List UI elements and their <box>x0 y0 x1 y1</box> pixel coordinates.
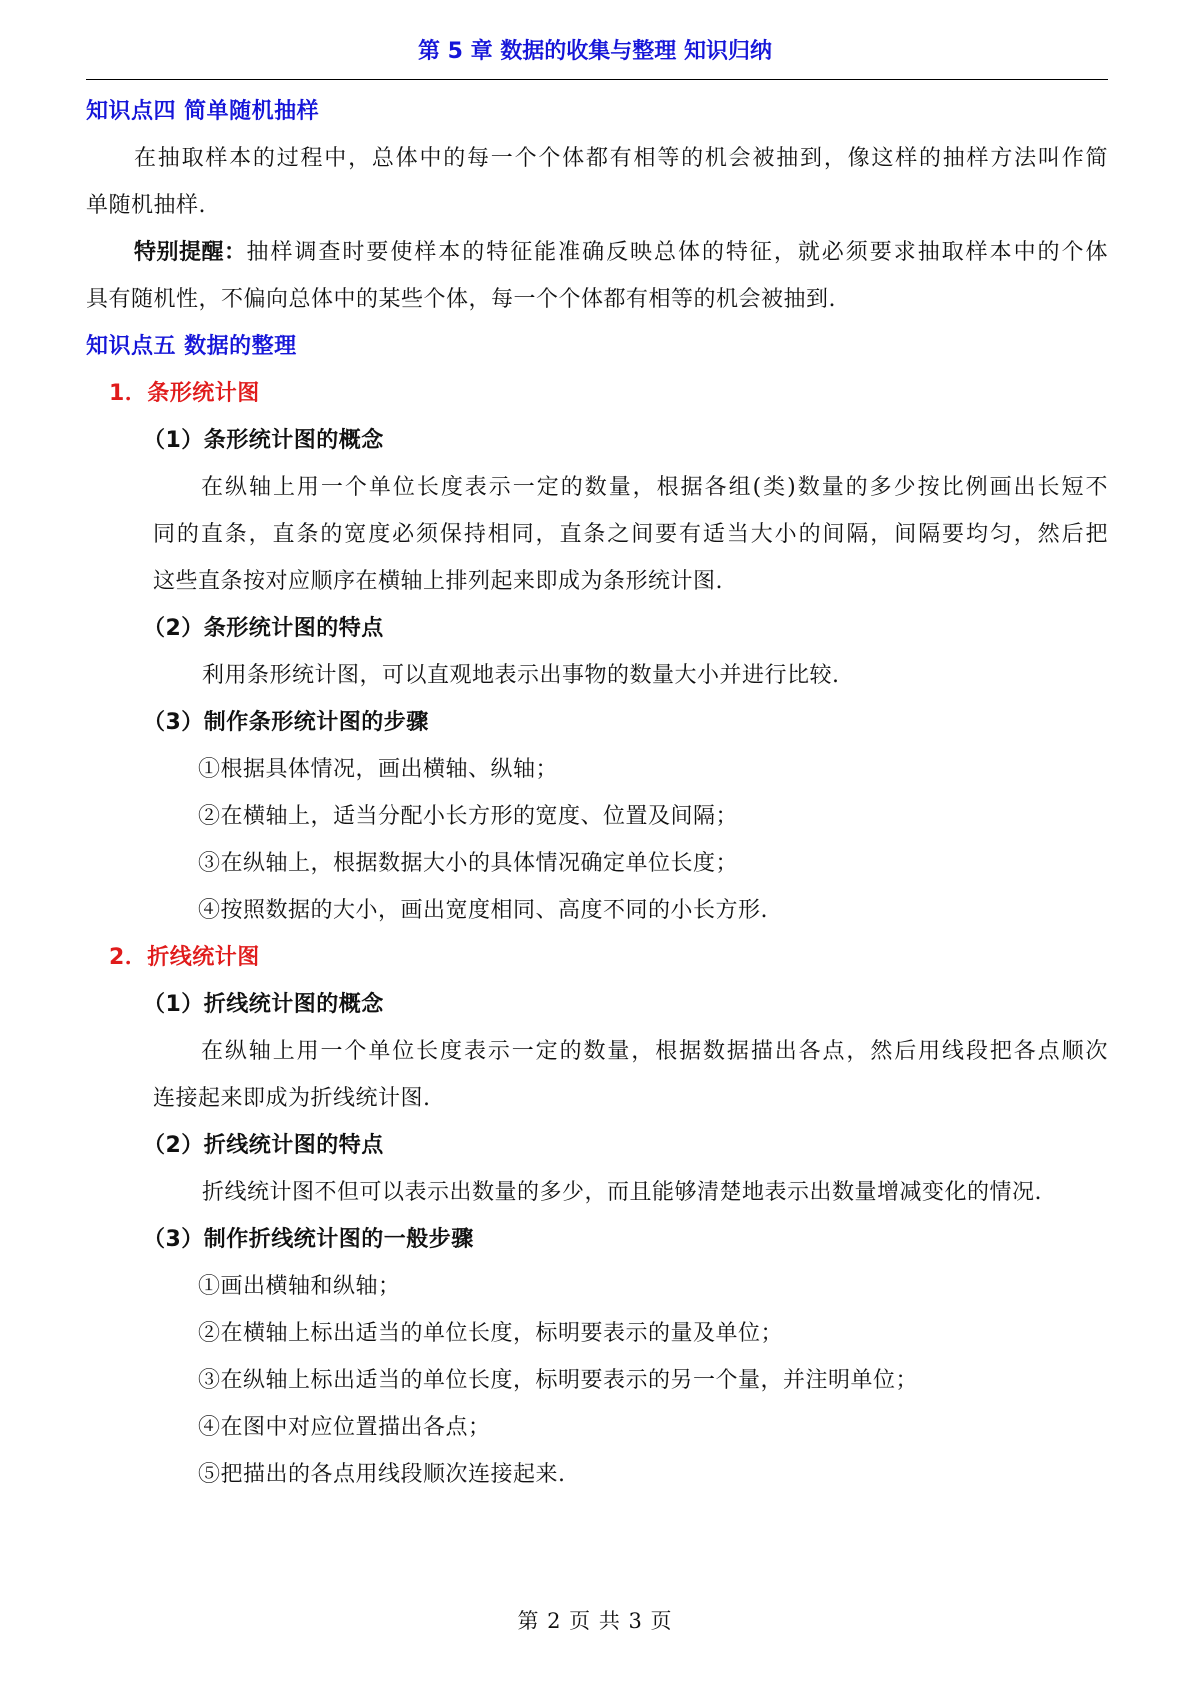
section-title-kp4: 知识点四 简单随机抽样 <box>86 99 320 124</box>
bar-step-item: ①根据具体情况，画出横轴、纵轴； <box>198 757 559 782</box>
header-divider <box>86 79 1108 80</box>
bar-feature-text: 利用条形统计图，可以直观地表示出事物的数量大小并进行比较. <box>202 663 840 688</box>
line-step-item: ③在纵轴上标出适当的单位长度，标明要表示的另一个量，并注明单位； <box>198 1368 919 1393</box>
line-concept-line: 连接起来即成为折线统计图. <box>153 1086 431 1111</box>
kp4-reminder-line <box>86 229 1108 276</box>
bar-concept-text: 在纵轴上用一个单位长度表示一定的数量，根据各组(类)数量的多少按比例画出长短不 <box>201 475 1108 500</box>
line-concept-line <box>86 1028 1108 1075</box>
document-body <box>86 88 1108 1498</box>
bar-concept-line: 同的直条，直条的宽度必须保持相同，直条之间要有适当大小的间隔，间隔要均匀，然后把 <box>153 522 1108 547</box>
line-step-item: ②在横轴上标出适当的单位长度，标明要表示的量及单位； <box>198 1321 784 1346</box>
section-title-kp5: 知识点五 数据的整理 <box>86 334 297 359</box>
bar-concept-line: 这些直条按对应顺序在横轴上排列起来即成为条形统计图. <box>153 569 723 594</box>
line-chart-heading: 2．折线统计图 <box>109 945 260 970</box>
bar-concept-title: （1）条形统计图的概念 <box>143 428 384 453</box>
line-steps-title: （3）制作折线统计图的一般步骤 <box>143 1227 474 1252</box>
reminder-label: 特别提醒： <box>134 240 247 265</box>
line-concept-text: 在纵轴上用一个单位长度表示一定的数量，根据数据描出各点，然后用线段把各点顺次 <box>201 1039 1108 1064</box>
page-header-title: 第 5 章 数据的收集与整理 知识归纳 <box>418 39 772 64</box>
line-feature-title: （2）折线统计图的特点 <box>143 1133 384 1158</box>
line-step-item: ①画出横轴和纵轴； <box>198 1274 401 1299</box>
bar-concept-line <box>86 464 1108 511</box>
line-step-item: ④在图中对应位置描出各点； <box>198 1415 491 1440</box>
line-feature-text: 折线统计图不但可以表示出数量的多少，而且能够清楚地表示出数量增减变化的情况. <box>202 1180 1042 1205</box>
bar-step-item: ②在横轴上，适当分配小长方形的宽度、位置及间隔； <box>198 804 739 829</box>
page-number: 第 2 页 共 3 页 <box>517 1609 673 1633</box>
bar-chart-heading: 1．条形统计图 <box>109 381 260 406</box>
line-step-item: ⑤把描出的各点用线段顺次连接起来. <box>198 1462 566 1487</box>
bar-step-item: ④按照数据的大小，画出宽度相同、高度不同的小长方形. <box>198 898 768 923</box>
reminder-text: 抽样调查时要使样本的特征能准确反映总体的特征，就必须要求抽取样本中的个体 <box>246 240 1108 265</box>
bar-steps-title: （3）制作条形统计图的步骤 <box>143 710 429 735</box>
kp4-paragraph-line: 在抽取样本的过程中，总体中的每一个个体都有相等的机会被抽到，像这样的抽样方法叫作简 <box>134 146 1108 171</box>
line-concept-title: （1）折线统计图的概念 <box>143 992 384 1017</box>
kp4-paragraph-line: 单随机抽样. <box>86 193 206 218</box>
bar-feature-title: （2）条形统计图的特点 <box>143 616 384 641</box>
bar-step-item: ③在纵轴上，根据数据大小的具体情况确定单位长度； <box>198 851 739 876</box>
kp4-reminder-line: 具有随机性，不偏向总体中的某些个体，每一个个体都有相等的机会被抽到. <box>86 287 836 312</box>
